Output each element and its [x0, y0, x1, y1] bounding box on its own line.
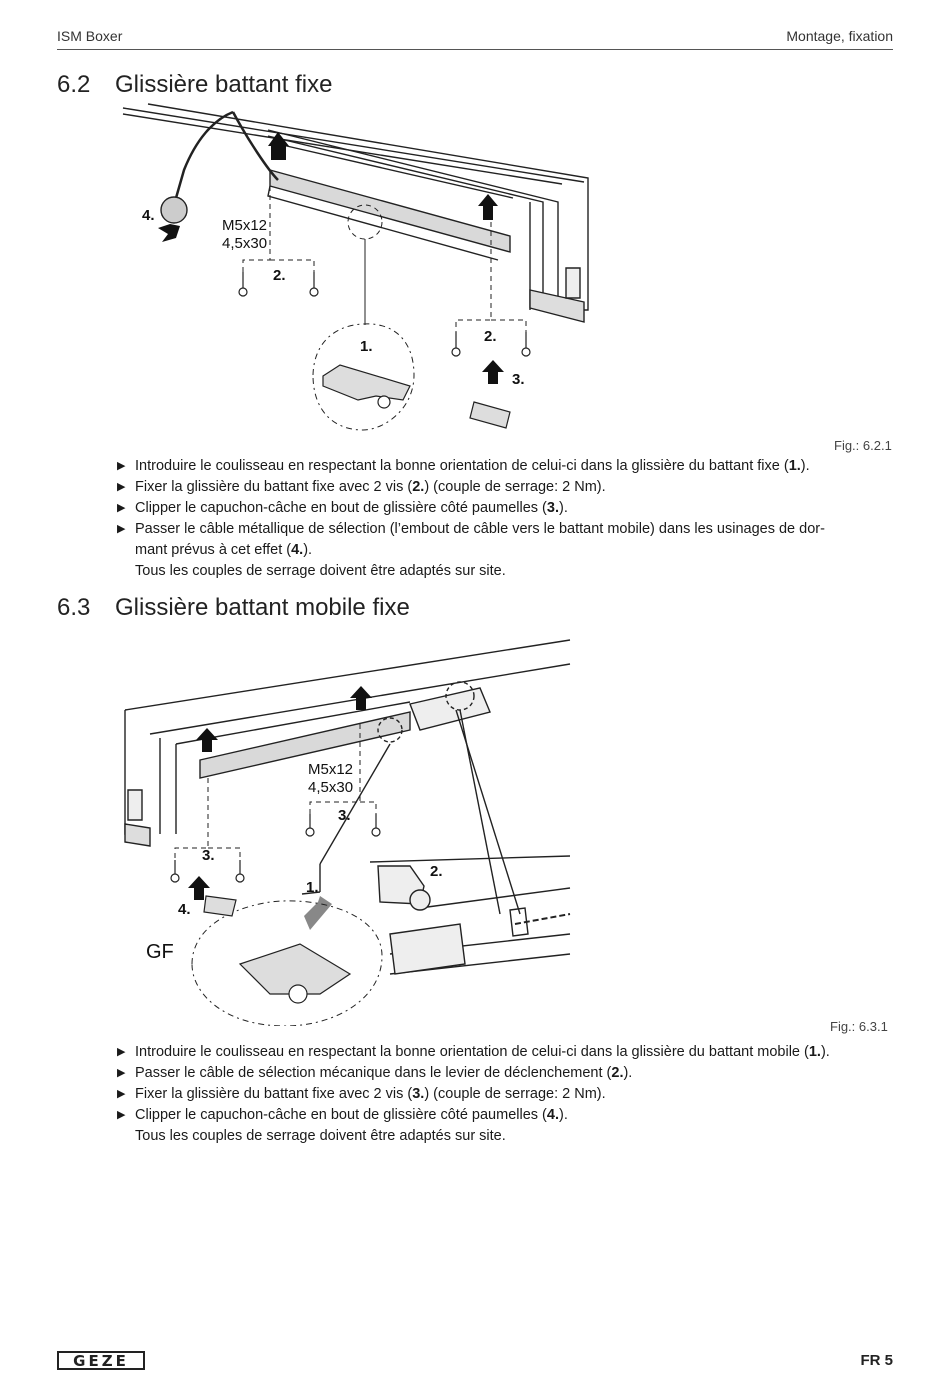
fig63-label-step3a: 3. — [202, 847, 215, 864]
step-item: ▶ Introduire le coulisseau en respectant la bonne orientation de celui-ci dans la glissière du battant mobile (1.). — [117, 1042, 887, 1063]
fig63-label-step4: 4. — [178, 901, 191, 918]
torque-note: Tous les couples de serrage doivent être adaptés sur site. — [135, 563, 506, 579]
fig62-label-step2a: 2. — [273, 267, 286, 284]
step-item: ▶ Fixer la glissière du battant fixe avec 2 vis (2.) (couple de serrage: 2 Nm). — [117, 477, 887, 498]
step-item: ▶ Clipper le capuchon-câche en bout de glissière côté paumelles (4.). — [117, 1105, 887, 1126]
fig63-label-step3b: 3. — [338, 807, 351, 824]
fig62-label-step3: 3. — [512, 371, 525, 388]
fig62-label-step2b: 2. — [484, 328, 497, 345]
step-item: ▶ Clipper le capuchon-câche en bout de glissière côté paumelles (3.). — [117, 498, 887, 519]
fig63-label-step1: 1. — [306, 879, 319, 896]
step-item: ▶ Passer le câble métallique de sélection (l’embout de câble vers le battant mobile) dans les usinages de dor- — [117, 519, 887, 540]
page-number: FR 5 — [860, 1352, 893, 1369]
figure-6-2-1 — [118, 100, 598, 440]
step-item: ▶ Fixer la glissière du battant fixe avec 2 vis (3.) (couple de serrage: 2 Nm). — [117, 1084, 887, 1105]
fig63-label-screw-b: 4,5x30 — [308, 779, 354, 796]
fig62-label-step4: 4. — [142, 207, 155, 224]
section-title: Glissière battant fixe — [115, 71, 333, 98]
section-6-3-steps — [117, 1042, 887, 1147]
geze-logo: GEZE — [57, 1351, 145, 1370]
fig62-label-screw-b: 4,5x30 — [222, 235, 268, 252]
figure-6-3-1 — [120, 634, 580, 1026]
torque-note: Tous les couples de serrage doivent être adaptés sur site. — [135, 1128, 506, 1144]
section-6-2-heading — [57, 71, 332, 99]
step-item: ▶ Introduire le coulisseau en respectant la bonne orientation de celui-ci dans la glissière du battant fixe (1.). — [117, 456, 887, 477]
section-6-2-steps — [117, 456, 887, 582]
step-item: ▶ Passer le câble de sélection mécanique dans le levier de déclenchement (2.). — [117, 1063, 887, 1084]
fig62-label-step1: 1. — [360, 338, 373, 355]
fig-6-2-1-caption: Fig.: 6.2.1 — [834, 438, 892, 453]
header-rule — [57, 49, 893, 50]
figure-6-2-1-drawing — [118, 100, 598, 440]
section-6-3-heading — [57, 594, 410, 622]
section-title: Glissière battant mobile fixe — [115, 594, 410, 621]
figure-6-3-1-drawing — [120, 634, 580, 1026]
fig-6-3-1-caption: Fig.: 6.3.1 — [830, 1019, 888, 1034]
fig63-label-gf: GF — [146, 941, 174, 963]
fig63-label-screw-a: M5x12 — [308, 761, 354, 778]
step-item-continued: mant prévus à cet effet (4.). — [135, 542, 313, 558]
fig63-label-step2: 2. — [430, 863, 443, 880]
running-header-product: ISM Boxer — [57, 28, 123, 44]
section-number: 6.3 — [57, 594, 91, 621]
fig62-label-screw-a: M5x12 — [222, 217, 268, 234]
running-header-chapter: Montage, fixation — [786, 28, 893, 44]
section-number: 6.2 — [57, 71, 91, 98]
